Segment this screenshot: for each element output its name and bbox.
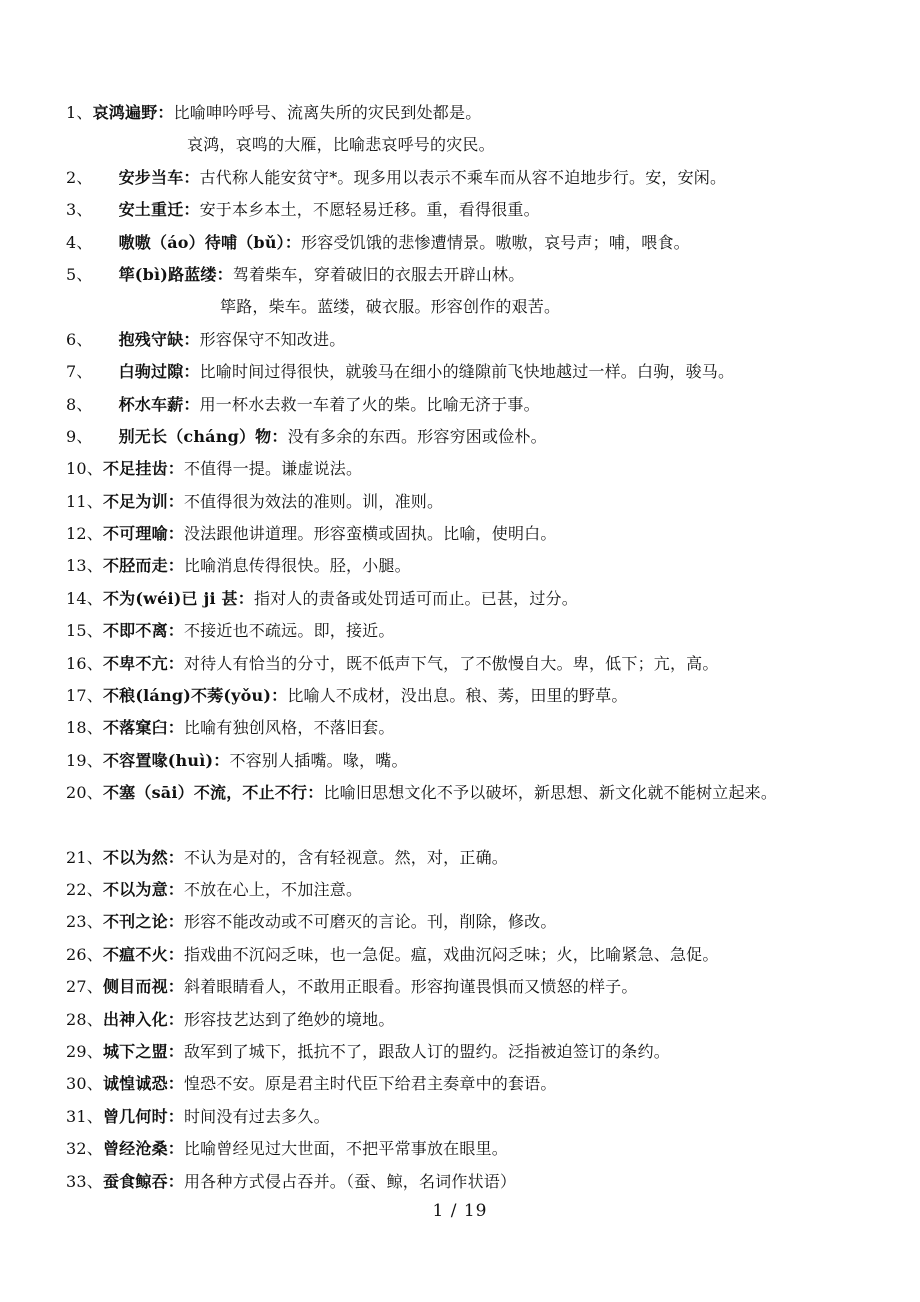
term-colon: ： bbox=[167, 1106, 184, 1126]
idiom-term: 安步当车 bbox=[118, 167, 184, 187]
idiom-entry bbox=[66, 712, 896, 744]
entry-number: 15、 bbox=[66, 621, 103, 641]
idiom-definition: 安于本乡本土，不愿轻易迁移。重，看得很重。 bbox=[199, 200, 540, 220]
idiom-definition: 形容保守不知改进。 bbox=[199, 329, 346, 349]
term-colon: ： bbox=[157, 103, 174, 122]
entry-number: 12、 bbox=[66, 524, 103, 544]
idiom-entry bbox=[66, 1068, 896, 1100]
idiom-entry bbox=[66, 680, 896, 712]
term-colon: ： bbox=[167, 1171, 184, 1191]
entry-number: 13、 bbox=[66, 556, 103, 576]
term-colon: ： bbox=[167, 977, 184, 997]
idiom-definition: 对待人有恰当的分寸，既不低声下气，了不傲慢自大。卑，低下；亢，高。 bbox=[183, 653, 719, 673]
idiom-entry bbox=[66, 518, 896, 550]
entry-number: 14、 bbox=[66, 588, 103, 608]
idiom-entry bbox=[66, 162, 896, 194]
idiom-definition: 比喻人不成材，没出息。稂、莠，田里的野草。 bbox=[287, 686, 628, 706]
term-colon: ： bbox=[167, 459, 184, 479]
term-colon: ： bbox=[167, 879, 184, 899]
entry-number: 30、 bbox=[66, 1074, 103, 1094]
idiom-definition: 斜着眼睛看人，不敢用正眼看。形容拘谨畏惧而又愤怒的样子。 bbox=[183, 977, 638, 997]
term-colon: ： bbox=[167, 1139, 184, 1159]
idiom-term: 嗷嗷（áo）待哺（bǔ） bbox=[118, 232, 285, 252]
idiom-term: 不塞（sāi）不流，不止不行 bbox=[102, 783, 308, 803]
term-colon: ： bbox=[183, 362, 200, 382]
entry-number: 10、 bbox=[66, 459, 103, 479]
idiom-term: 杯水车薪 bbox=[118, 394, 184, 414]
idiom-definition: 指对人的责备或处罚适可而止。已甚，过分。 bbox=[253, 588, 578, 608]
entry-number: 4、 bbox=[66, 232, 93, 252]
idiom-definition: 不值得一提。谦虚说法。 bbox=[183, 459, 363, 479]
idiom-explanation: 筚路，柴车。蓝缕，破衣服。形容创作的艰苦。 bbox=[220, 297, 561, 317]
idiom-definition: 比喻呻吟呼号、流离失所的灾民到处都是。 bbox=[173, 103, 482, 122]
idiom-definition: 不放在心上，不加注意。 bbox=[183, 879, 363, 899]
idiom-entry bbox=[66, 421, 896, 453]
idiom-entry bbox=[66, 745, 896, 777]
idiom-term: 不可理喻 bbox=[102, 524, 168, 544]
idiom-term: 不落窠臼 bbox=[102, 718, 168, 738]
entry-number: 26、 bbox=[66, 944, 103, 964]
idiom-definition: 形容不能改动或不可磨灭的言论。刊，削除，修改。 bbox=[183, 912, 557, 932]
idiom-entry bbox=[66, 777, 896, 809]
idiom-entry bbox=[66, 1101, 896, 1133]
idiom-definition: 敌军到了城下，抵抗不了，跟敌人订的盟约。泛指被迫签订的条约。 bbox=[183, 1041, 670, 1061]
entry-number: 17、 bbox=[66, 686, 103, 706]
term-colon: ： bbox=[216, 264, 233, 284]
idiom-term: 城下之盟 bbox=[102, 1041, 168, 1061]
entry-number: 5、 bbox=[66, 264, 93, 284]
entry-number: 6、 bbox=[66, 329, 93, 349]
idiom-term: 不足挂齿 bbox=[102, 459, 168, 479]
idiom-term: 不即不离 bbox=[102, 621, 168, 641]
term-colon: ： bbox=[271, 686, 288, 706]
idiom-term: 白驹过隙 bbox=[118, 362, 184, 382]
idiom-entry bbox=[66, 324, 896, 356]
idiom-term: 不胫而走 bbox=[102, 556, 168, 576]
term-colon: ： bbox=[284, 232, 302, 252]
idiom-entry bbox=[66, 453, 896, 485]
idiom-term: 不刊之论 bbox=[102, 912, 168, 932]
idiom-explanation: 哀鸿，哀鸣的大雁，比喻悲哀呼号的灾民。 bbox=[187, 135, 495, 155]
idiom-definition: 惶恐不安。原是君主时代臣下给君主奏章中的套语。 bbox=[183, 1074, 557, 1094]
term-colon: ： bbox=[167, 524, 184, 544]
entry-number: 11、 bbox=[66, 491, 103, 511]
idiom-entry bbox=[66, 615, 896, 647]
idiom-definition: 比喻有独创风格，不落旧套。 bbox=[183, 718, 395, 738]
idiom-term: 曾几何时 bbox=[102, 1106, 168, 1126]
entry-number: 1、 bbox=[66, 103, 93, 122]
idiom-entry bbox=[66, 648, 896, 680]
entry-number: 3、 bbox=[66, 200, 93, 220]
entry-number: 9、 bbox=[66, 426, 93, 446]
entry-number: 18、 bbox=[66, 718, 103, 738]
term-colon: ： bbox=[183, 394, 200, 414]
idiom-entry bbox=[66, 97, 896, 129]
idiom-definition: 比喻消息传得很快。胫，小腿。 bbox=[183, 556, 411, 576]
entry-number: 20、 bbox=[66, 783, 103, 803]
idiom-term: 筚(bì)路蓝缕 bbox=[118, 264, 217, 284]
entry-number: 28、 bbox=[66, 1009, 103, 1029]
entry-number: 27、 bbox=[66, 977, 103, 997]
term-colon: ： bbox=[183, 167, 200, 187]
term-colon: ： bbox=[167, 1009, 184, 1029]
idiom-definition: 古代称人能安贫守*。现多用以表示不乘车而从容不迫地步行。安，安闲。 bbox=[199, 167, 727, 187]
idiom-entry bbox=[66, 1166, 896, 1198]
idiom-entry bbox=[66, 906, 896, 938]
idiom-term: 侧目而视 bbox=[102, 977, 168, 997]
idiom-definition: 形容受饥饿的悲惨遭情景。嗷嗷，哀号声；哺，喂食。 bbox=[301, 232, 690, 252]
term-colon: ： bbox=[183, 329, 200, 349]
idiom-entry bbox=[66, 356, 896, 388]
entry-number: 33、 bbox=[66, 1171, 103, 1191]
term-colon: ： bbox=[167, 621, 184, 641]
entry-number: 21、 bbox=[66, 847, 103, 867]
entry-number: 22、 bbox=[66, 879, 103, 899]
idiom-term: 不为(wéi)已 ji 甚 bbox=[102, 588, 238, 608]
term-colon: ： bbox=[183, 200, 200, 220]
term-colon: ： bbox=[213, 750, 230, 770]
entry-number: 31、 bbox=[66, 1106, 103, 1126]
idiom-term: 不卑不亢 bbox=[102, 653, 168, 673]
idiom-definition: 用一杯水去救一车着了火的柴。比喻无济于事。 bbox=[199, 394, 540, 414]
entry-number: 32、 bbox=[66, 1139, 103, 1159]
entry-number: 2、 bbox=[66, 167, 93, 187]
idiom-term: 不以为然 bbox=[102, 847, 168, 867]
idiom-entry bbox=[66, 1004, 896, 1036]
idiom-definition: 驾着柴车，穿着破旧的衣服去开辟山林。 bbox=[232, 264, 525, 284]
idiom-term: 不稂(láng)不莠(yǒu) bbox=[102, 686, 272, 706]
idiom-term: 不足为训 bbox=[102, 491, 168, 511]
idiom-definition: 时间没有过去多久。 bbox=[183, 1106, 330, 1126]
idiom-definition: 比喻曾经见过大世面，不把平常事放在眼里。 bbox=[183, 1139, 508, 1159]
idiom-entry bbox=[66, 1133, 896, 1165]
term-colon: ： bbox=[167, 491, 184, 511]
idiom-definition: 指戏曲不沉闷乏味，也一急促。瘟，戏曲沉闷乏味；火，比喻紧急、急促。 bbox=[183, 944, 719, 964]
entry-number: 29、 bbox=[66, 1041, 103, 1061]
term-colon: ： bbox=[167, 944, 184, 964]
idiom-term: 不以为意 bbox=[102, 879, 168, 899]
term-colon: ： bbox=[167, 1041, 184, 1061]
idiom-definition: 没有多余的东西。形容穷困或俭朴。 bbox=[287, 426, 547, 446]
term-colon: ： bbox=[167, 556, 184, 576]
idiom-term: 蚕食鲸吞 bbox=[102, 1171, 168, 1191]
idiom-entry bbox=[66, 583, 896, 615]
idiom-term: 别无长（cháng）物 bbox=[118, 426, 272, 446]
entry-number: 19、 bbox=[66, 750, 103, 770]
idiom-entry bbox=[66, 194, 896, 226]
idiom-entry bbox=[66, 842, 896, 874]
idiom-definition: 用各种方式侵占吞并。（蚕、鲸，名词作状语） bbox=[183, 1171, 517, 1191]
idiom-entry bbox=[66, 1036, 896, 1068]
idiom-entry bbox=[66, 550, 896, 582]
idiom-entry bbox=[66, 874, 896, 906]
idiom-definition: 没法跟他讲道理。形容蛮横或固执。比喻，使明白。 bbox=[183, 524, 557, 544]
idiom-entry bbox=[66, 486, 896, 518]
term-colon: ： bbox=[167, 1074, 184, 1094]
term-colon: ： bbox=[167, 653, 184, 673]
term-colon: ： bbox=[167, 718, 184, 738]
idiom-entry bbox=[66, 227, 896, 259]
idiom-definition: 比喻时间过得很快，就骏马在细小的缝隙前飞快地越过一样。白驹，骏马。 bbox=[199, 362, 735, 382]
entry-number: 16、 bbox=[66, 653, 103, 673]
entry-number: 8、 bbox=[66, 394, 93, 414]
idiom-entry bbox=[66, 389, 896, 421]
idiom-term: 不瘟不火 bbox=[102, 944, 168, 964]
entry-number: 7、 bbox=[66, 362, 93, 382]
idiom-term: 曾经沧桑 bbox=[102, 1139, 168, 1159]
term-colon: ： bbox=[167, 912, 184, 932]
term-colon: ： bbox=[167, 847, 184, 867]
idiom-term: 安土重迁 bbox=[118, 200, 184, 220]
idiom-definition: 比喻旧思想文化不予以破坏，新思想、新文化就不能树立起来。 bbox=[323, 783, 778, 803]
idiom-definition: 不接近也不疏远。即，接近。 bbox=[183, 621, 395, 641]
idiom-definition: 形容技艺达到了绝妙的境地。 bbox=[183, 1009, 395, 1029]
idiom-entry bbox=[66, 971, 896, 1003]
term-colon: ： bbox=[271, 426, 288, 446]
idiom-definition: 不容别人插嘴。喙，嘴。 bbox=[229, 750, 408, 770]
idiom-term: 哀鸿遍野 bbox=[92, 103, 158, 122]
idiom-term: 诚惶诚恐 bbox=[102, 1074, 168, 1094]
page-number: 1 / 19 bbox=[432, 1201, 488, 1221]
term-colon: ： bbox=[237, 588, 254, 608]
idiom-definition: 不值得很为效法的准则。训，准则。 bbox=[183, 491, 444, 511]
idiom-entry bbox=[66, 939, 896, 971]
term-colon: ： bbox=[307, 783, 324, 803]
idiom-term: 不容置喙(huì) bbox=[102, 750, 214, 770]
idiom-term: 抱残守缺 bbox=[118, 329, 184, 349]
idiom-term: 出神入化 bbox=[102, 1009, 168, 1029]
entry-number: 23、 bbox=[66, 912, 103, 932]
idiom-list bbox=[66, 97, 896, 1198]
idiom-definition: 不认为是对的，含有轻视意。然，对，正确。 bbox=[183, 847, 508, 867]
idiom-entry bbox=[66, 259, 896, 291]
